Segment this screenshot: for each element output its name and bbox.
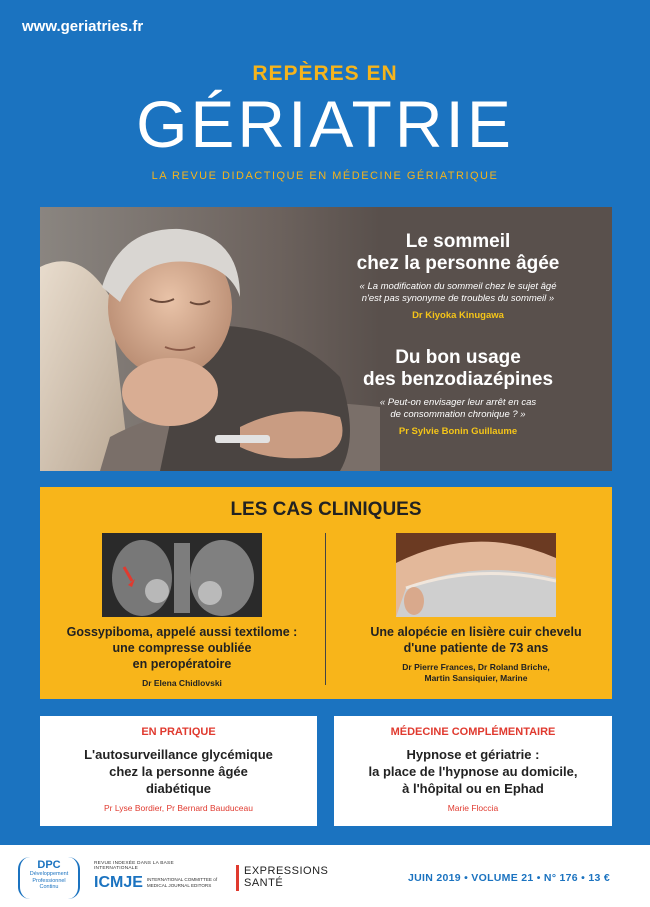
box-title-line: Hypnose et gériatrie : xyxy=(406,747,540,762)
clinical-cases-panel xyxy=(40,487,612,699)
box-byline: Marie Floccia xyxy=(447,803,499,813)
journal-supertitle: REPÈRES EN xyxy=(252,62,398,85)
publisher-line: EXPRESSIONS xyxy=(244,865,329,877)
elderly-woman-sleeping-photo xyxy=(40,207,380,471)
box-title-line: L'autosurveillance glycémique xyxy=(84,747,273,762)
icmje-desc-line: MEDICAL JOURNAL EDITORS xyxy=(146,883,212,888)
feature-panel xyxy=(40,207,612,471)
article-title-line: Du bon usage xyxy=(395,347,521,368)
article-quote xyxy=(338,397,578,421)
dpc-line: Développement xyxy=(29,871,69,877)
case-title-line: une compresse oubliée xyxy=(112,641,252,655)
publisher-logo xyxy=(236,865,328,891)
box-medecine-complementaire[interactable] xyxy=(334,716,612,826)
article-title xyxy=(338,231,578,275)
article-quote xyxy=(338,281,578,305)
article-title xyxy=(338,347,578,391)
case-authors xyxy=(340,662,612,684)
quote-line: « La modification du sommeil chez le sujet âgé xyxy=(359,281,557,292)
case-authors-line: Dr Pierre Frances, Dr Roland Briche, xyxy=(402,662,550,672)
article-author: Dr Kiyoka Kinugawa xyxy=(412,310,504,321)
case-title xyxy=(46,624,318,672)
box-rubric: MÉDECINE COMPLÉMENTAIRE xyxy=(390,726,556,738)
clinical-cases-heading: LES CAS CLINIQUES xyxy=(230,499,422,520)
scalp-image xyxy=(396,533,556,617)
feature-article-benzodiazepines[interactable] xyxy=(338,347,578,437)
icmje-desc-line: INTERNATIONAL COMMITTEE of xyxy=(146,877,218,882)
box-byline: Pr Lyse Bordier, Pr Bernard Bauduceau xyxy=(104,803,253,813)
icmje-abbr: ICMJE xyxy=(94,874,143,891)
issue-info: JUIN 2019 • VOLUME 21 • N° 176 • 13 € xyxy=(408,872,610,884)
icmje-logo xyxy=(94,861,219,892)
box-title-line: diabétique xyxy=(145,781,211,796)
quote-line: n'est pas synonyme de troubles du sommeil » xyxy=(361,293,555,304)
case-authors-line: Dr Elena Chidlovski xyxy=(142,678,222,688)
publisher-line: SANTÉ xyxy=(244,877,284,889)
case-authors xyxy=(46,678,318,689)
case-gossypiboma[interactable] xyxy=(46,533,318,689)
cover-footer xyxy=(0,845,650,907)
article-title-line: Le sommeil xyxy=(405,231,511,252)
icmje-desc xyxy=(147,877,217,889)
case-alopecia[interactable] xyxy=(340,533,612,684)
dpc-abbr: DPC xyxy=(37,859,61,871)
box-title-line: chez la personne âgée xyxy=(109,764,248,779)
feature-article-sleep[interactable] xyxy=(338,231,578,321)
case-authors-line: Martin Sansiquier, Marine xyxy=(424,673,528,683)
box-title xyxy=(40,746,317,797)
box-en-pratique[interactable] xyxy=(40,716,317,826)
case-title xyxy=(340,624,612,656)
box-title xyxy=(334,746,612,797)
xray-image xyxy=(102,533,262,617)
article-title-line: des benzodiazépines xyxy=(362,369,554,390)
dpc-line: Professionnel xyxy=(32,877,66,884)
dpc-line: Continu xyxy=(39,884,59,890)
article-author: Pr Sylvie Bonin Guillaume xyxy=(398,426,518,437)
dpc-logo xyxy=(18,857,80,899)
quote-line: de consommation chronique ? » xyxy=(390,409,526,420)
box-title-line: à l'hôpital ou en Ephad xyxy=(402,781,544,796)
box-rubric: EN PRATIQUE xyxy=(141,726,216,738)
case-title-line: d'une patiente de 73 ans xyxy=(403,641,549,655)
journal-tagline: LA REVUE DIDACTIQUE EN MÉDECINE GÉRIATRIQUE xyxy=(151,170,499,182)
case-title-line: Gossypiboma, appelé aussi textilome : xyxy=(66,625,298,639)
article-title-line: chez la personne âgée xyxy=(356,253,560,274)
icmje-indexed-text: REVUE INDEXÉE DANS LA BASE INTERNATIONALE xyxy=(94,861,174,871)
case-title-line: Une alopécie en lisière cuir chevelu xyxy=(370,625,582,639)
journal-title: GÉRIATRIE xyxy=(136,87,514,161)
cases-divider xyxy=(325,533,326,685)
quote-line: « Peut-on envisager leur arrêt en cas xyxy=(379,397,537,408)
case-title-line: en peropératoire xyxy=(132,657,232,671)
site-url[interactable]: www.geriatries.fr xyxy=(22,18,144,35)
box-title-line: la place de l'hypnose au domicile, xyxy=(368,764,578,779)
